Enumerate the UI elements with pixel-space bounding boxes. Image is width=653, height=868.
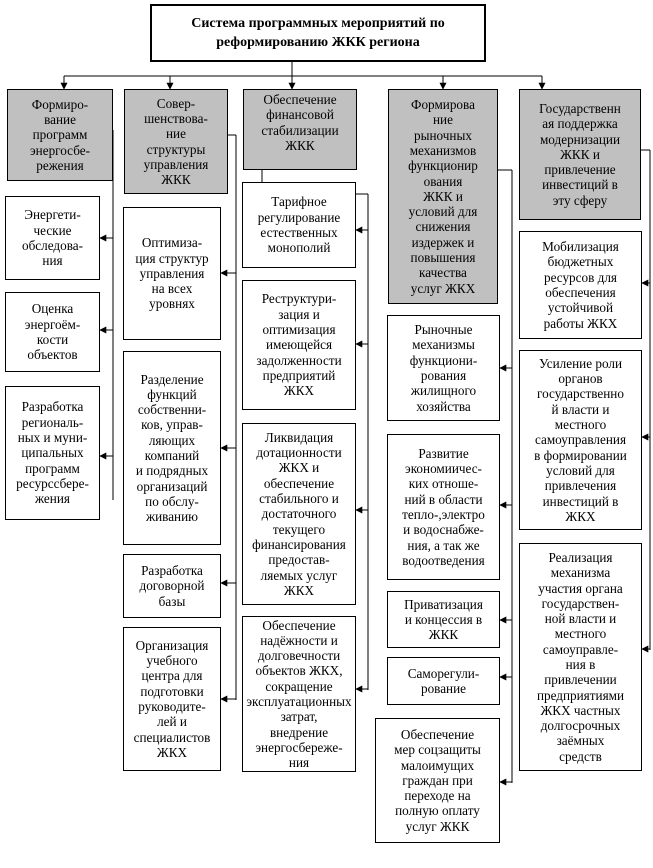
column-4-item-1: Рыночные механизмы функциони- рования жилищного хозяйства bbox=[387, 315, 500, 421]
column-3-item-3: Ликвидация дотационности ЖКХ и обеспечение стабильного и достаточного текущего финансирования предостав- ляемых услуг ЖКХ bbox=[242, 423, 356, 605]
column-5-item-2: Усиление роли органов государственно й власти и местного самоуправления в формировании условий для привлечения инвестиций в ЖКХ bbox=[519, 350, 642, 530]
column-4-item-3: Приватизация и концессия в ЖКК bbox=[387, 591, 500, 648]
column-4-item-5: Обеспечение мер соцзащиты малоимущих граждан при переходе на полную оплату услуг ЖКК bbox=[375, 718, 500, 843]
column-3-item-2: Реструктури- зация и оптимизация имеющейся задолженности предприятий ЖКХ bbox=[242, 280, 356, 410]
column-2-item-3: Разработка договорной базы bbox=[123, 554, 221, 618]
diagram-title: Система программных мероприятий по реформированию ЖКК региона bbox=[150, 4, 486, 62]
column-1-item-1: Энергети- ческие обследова- ния bbox=[5, 196, 100, 280]
column-3-item-1: Тарифное регулирование естественных монополий bbox=[242, 182, 356, 268]
column-4-head: Формирова ние рыночных механизмов функционир ования ЖКК и условий для снижения издержек и повышения качества услуг ЖКХ bbox=[388, 89, 498, 304]
column-3-item-4: Обеспечение надёжности и долговечности объектов ЖКХ, сокращение эксплуатационных затрат, внедрение энергосбереже- ния bbox=[242, 616, 356, 772]
column-5-item-3: Реализация механизма участия органа государствен- ной власти и местного самоуправле- ния в привлечении предприятиями ЖКХ частных долгосрочных заёмных средств bbox=[519, 543, 642, 771]
column-1-item-3: Разработка региональ- ных и муни- ципальных программ ресурссбере- жения bbox=[5, 386, 100, 520]
column-4-item-4: Саморегули- рование bbox=[387, 657, 500, 705]
column-1-item-2: Оценка энергоём- кости объектов bbox=[5, 292, 100, 372]
column-2-item-1: Оптимиза- ция структур управления на всех уровнях bbox=[123, 207, 221, 340]
column-2-head: Совер- шенствова- ние структуры управления ЖКК bbox=[124, 89, 228, 194]
column-2-item-4: Организация учебного центра для подготовки руководите- лей и специалистов ЖКХ bbox=[123, 627, 221, 771]
column-1-head: Формиро- вание программ энергосбе- режения bbox=[7, 89, 113, 181]
column-4-item-2: Развитие экономиичес- ких отноше- ний в области тепло-,электро и водоснабже- ния, а так же водоотведения bbox=[387, 434, 500, 580]
column-5-head: Государственн ая поддержка модернизации ЖКК и привлечение инвестиций в эту сферу bbox=[519, 89, 641, 220]
column-3-head: Обеспечение финансовой стабилизации ЖКК bbox=[243, 89, 357, 170]
column-5-item-1: Мобилизация бюджетных ресурсов для обеспечения устойчивой работы ЖКХ bbox=[519, 231, 642, 339]
column-2-item-2: Разделение функций собственни- ков, управ- ляющих компаний и подрядных организаций по обслу- живанию bbox=[123, 351, 221, 545]
